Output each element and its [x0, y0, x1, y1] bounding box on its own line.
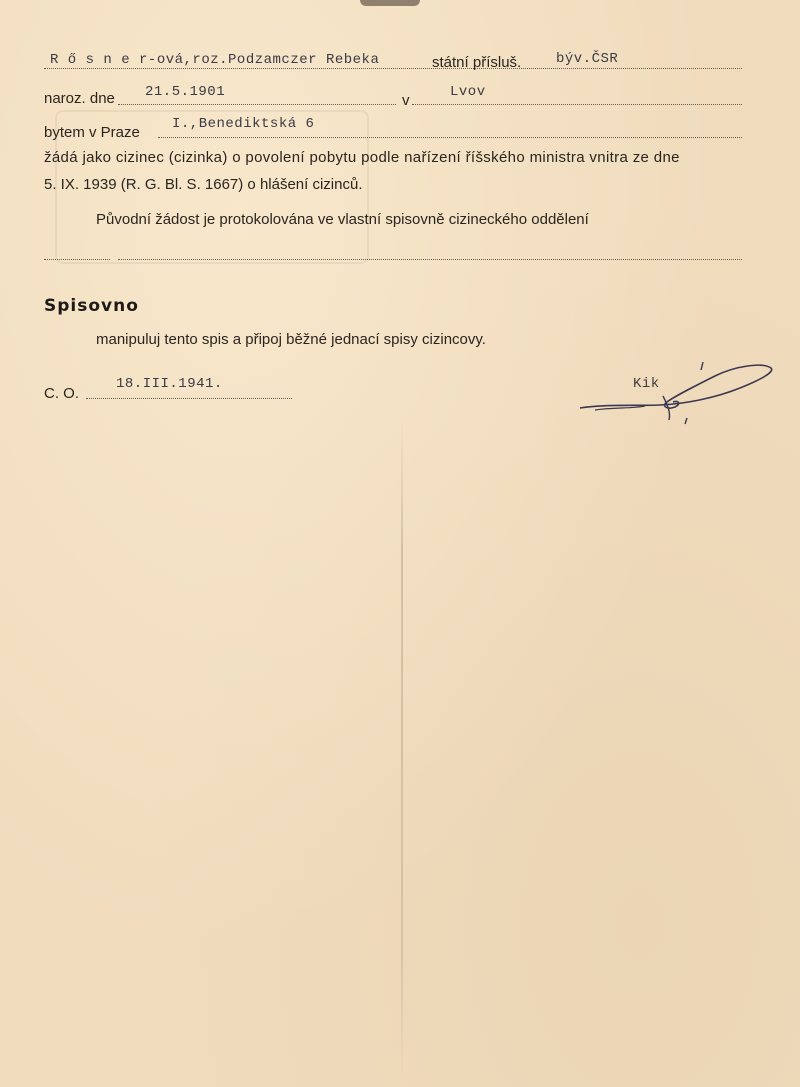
born-date-dotted-line — [118, 104, 396, 105]
residence-dotted-line — [158, 137, 742, 138]
citizenship-value: býv.ČSR — [556, 51, 619, 67]
co-dotted-line — [86, 398, 292, 399]
request-line-1: žádá jako cizinec (cizinka) o povolení pobytu podle nařízení říšského ministra vnitra ze dne — [44, 149, 680, 166]
co-date: 18.III.1941. — [116, 376, 223, 392]
fold-line — [401, 420, 403, 1080]
protocol-dotted-line-right — [118, 259, 742, 260]
born-label: naroz. dne — [44, 90, 115, 107]
name-dotted-line — [44, 68, 742, 69]
born-date: 21.5.1901 — [145, 84, 226, 100]
signature-typed: Kik — [633, 376, 660, 392]
section-heading: Spisovno — [44, 296, 139, 316]
co-label: C. O. — [44, 385, 80, 402]
residence-label: bytem v Praze — [44, 124, 140, 141]
born-place: Lvov — [450, 84, 486, 100]
protocol-line: Původní žádost je protokolována ve vlastní spisovně cizineckého oddělení — [96, 211, 589, 228]
born-place-label: v — [402, 92, 410, 109]
top-edge-mark — [360, 0, 420, 6]
protocol-dotted-line-left — [44, 259, 110, 260]
applicant-name: R ő s n e r-ová,roz.Podzamczer Rebeka — [50, 52, 380, 68]
born-place-dotted-line — [412, 104, 742, 105]
request-line-2: 5. IX. 1939 (R. G. Bl. S. 1667) o hlášení cizinců. — [44, 176, 363, 193]
handwritten-signature — [575, 360, 785, 430]
section-instruction: manipuluj tento spis a připoj běžné jednací spisy cizincovy. — [96, 331, 486, 348]
citizenship-label: státní přísluš. — [432, 54, 522, 71]
residence-value: I.,Benediktská 6 — [172, 116, 315, 132]
